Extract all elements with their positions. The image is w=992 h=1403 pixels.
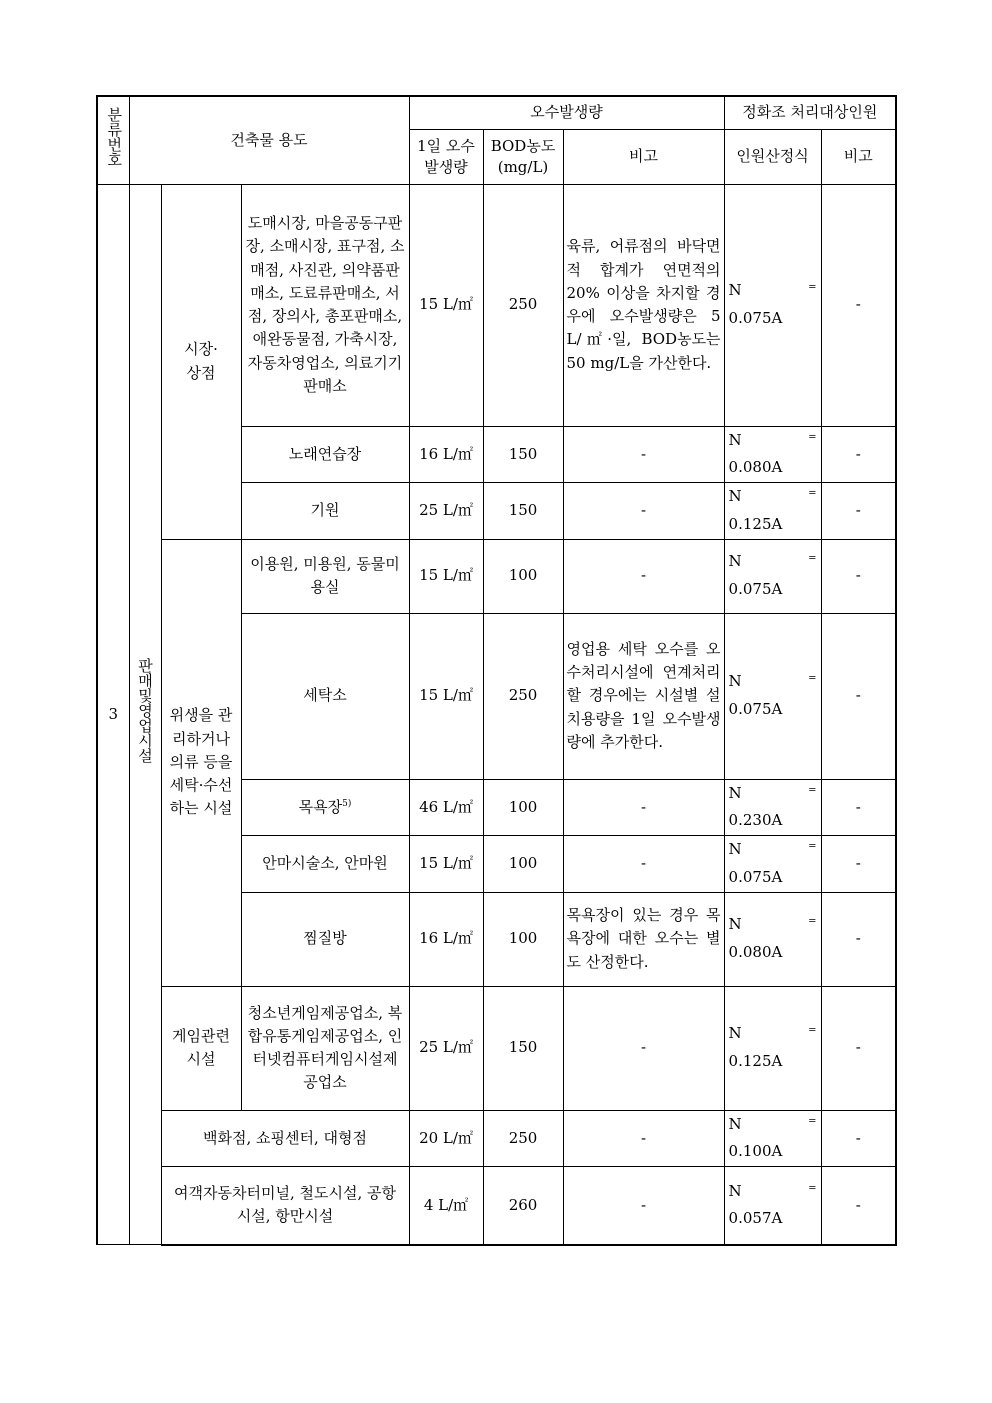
- formula-n: N: [728, 840, 742, 858]
- formula-n: N: [728, 487, 742, 505]
- category-name: [129, 184, 161, 1245]
- table-row: [97, 184, 896, 426]
- header-formula: 인원산정식: [724, 129, 821, 184]
- formula-eq: =: [808, 916, 817, 928]
- use-cell: 여객자동차터미널, 철도시설, 공항시설, 항만시설: [161, 1167, 409, 1245]
- header-septic-group: 정화조 처리대상인원: [724, 96, 896, 129]
- note-cell: 육류, 어류점의 바닥면적 합계가 연면적의 20% 이상을 차지할 경우에 오수발생량은 5 L/㎡·일, BOD농도는 50 mg/L을 가산한다.: [563, 184, 724, 426]
- category-name-text: 판매및영업시설: [136, 658, 154, 764]
- group-hygiene: 위생을 관리하거나 의류 등을 세탁·수선하는 시설: [161, 539, 241, 986]
- table-row: [97, 1110, 896, 1167]
- daily-cell: 25 L/㎡: [409, 483, 483, 540]
- formula-value: 0.080A: [728, 458, 783, 477]
- formula-cell: [724, 539, 821, 613]
- table-row: [97, 1167, 896, 1245]
- formula-cell: [724, 1167, 821, 1245]
- note-cell: 목욕장이 있는 경우 목욕장에 대한 오수는 별도 산정한다.: [563, 892, 724, 986]
- formula-cell: [724, 184, 821, 426]
- daily-cell: 15 L/㎡: [409, 539, 483, 613]
- use-cell: 기원: [241, 483, 409, 540]
- header-sewage-group: 오수발생량: [409, 96, 724, 129]
- note2-cell: -: [821, 986, 896, 1110]
- bod-cell: 260: [483, 1167, 563, 1245]
- group-market: [161, 184, 241, 539]
- use-cell: 찜질방: [241, 892, 409, 986]
- formula-eq: =: [808, 841, 817, 852]
- use-cell: 안마시술소, 안마원: [241, 836, 409, 893]
- formula-eq: =: [808, 1115, 817, 1127]
- formula-cell: [724, 483, 821, 540]
- formula-eq: =: [808, 553, 817, 565]
- note2-cell: -: [821, 426, 896, 483]
- footnote-marker: 5): [342, 798, 352, 809]
- use-cell: 백화점, 쇼핑센터, 대형점: [161, 1110, 409, 1167]
- bod-cell: 250: [483, 613, 563, 779]
- header-note: 비고: [563, 129, 724, 184]
- formula-cell: [724, 426, 821, 483]
- formula-value: 0.057A: [728, 1209, 783, 1228]
- table-row: [97, 539, 896, 613]
- use-cell: 청소년게임제공업소, 복합유통게임제공업소, 인터넷컴퓨터게임시설제공업소: [241, 986, 409, 1110]
- bod-cell: 100: [483, 836, 563, 893]
- note-cell: -: [563, 539, 724, 613]
- note2-cell: -: [821, 539, 896, 613]
- note-cell: -: [563, 836, 724, 893]
- note2-cell: -: [821, 184, 896, 426]
- bod-cell: 100: [483, 539, 563, 613]
- note2-cell: -: [821, 836, 896, 893]
- sewage-standard-table: [96, 95, 897, 1246]
- note2-cell: -: [821, 1167, 896, 1245]
- formula-eq: =: [808, 431, 817, 443]
- formula-cell: [724, 779, 821, 836]
- daily-cell: 15 L/㎡: [409, 613, 483, 779]
- formula-value: 0.125A: [728, 1052, 783, 1070]
- formula-eq: =: [808, 673, 817, 685]
- formula-value: 0.075A: [728, 309, 783, 327]
- formula-n: N: [728, 1024, 742, 1043]
- formula-n: N: [728, 1181, 742, 1200]
- formula-value: 0.080A: [728, 943, 783, 961]
- note-cell: -: [563, 483, 724, 540]
- use-cell: [241, 779, 409, 836]
- formula-cell: [724, 613, 821, 779]
- daily-cell: 16 L/㎡: [409, 426, 483, 483]
- formula-value: 0.100A: [728, 1142, 783, 1161]
- use-text: 목욕장: [298, 797, 343, 816]
- daily-cell: 4 L/㎡: [409, 1167, 483, 1245]
- note-cell: -: [563, 426, 724, 483]
- table-row: [97, 986, 896, 1110]
- daily-cell: 20 L/㎡: [409, 1110, 483, 1167]
- daily-cell: 15 L/㎡: [409, 184, 483, 426]
- header-category-no: [97, 96, 129, 184]
- category-number: 3: [97, 184, 129, 1245]
- note-cell: -: [563, 1110, 724, 1167]
- bod-cell: 250: [483, 184, 563, 426]
- formula-value: 0.075A: [728, 700, 783, 718]
- daily-cell: 46 L/㎡: [409, 779, 483, 836]
- header-row-1: [97, 96, 896, 129]
- formula-eq: =: [808, 784, 817, 796]
- header-daily: 1일 오수발생량: [409, 129, 483, 184]
- group-market-text: 시장·상점: [184, 340, 218, 382]
- daily-cell: 15 L/㎡: [409, 836, 483, 893]
- formula-eq: =: [808, 1025, 817, 1037]
- formula-value: 0.075A: [728, 580, 783, 598]
- formula-eq: =: [808, 488, 817, 499]
- bod-cell: 150: [483, 986, 563, 1110]
- daily-cell: 16 L/㎡: [409, 892, 483, 986]
- use-cell: 도매시장, 마을공동구판장, 소매시장, 표구점, 소매점, 사진관, 의약품판매소, 도료류판매소, 서점, 장의사, 총포판매소, 애완동물점, 가축시장, 자동차영업소, 의료기기판매소: [241, 184, 409, 426]
- header-bod: BOD농도(mg/L): [483, 129, 563, 184]
- bod-cell: 150: [483, 483, 563, 540]
- use-cell: 세탁소: [241, 613, 409, 779]
- note-cell: -: [563, 1167, 724, 1245]
- formula-n: N: [728, 915, 742, 934]
- formula-n: N: [728, 1114, 742, 1133]
- note2-cell: -: [821, 779, 896, 836]
- group-game: 게임관련 시설: [161, 986, 241, 1110]
- daily-cell: 25 L/㎡: [409, 986, 483, 1110]
- formula-value: 0.125A: [728, 514, 783, 533]
- note2-cell: -: [821, 483, 896, 540]
- formula-eq: =: [808, 282, 817, 294]
- formula-cell: [724, 986, 821, 1110]
- formula-n: N: [728, 672, 742, 691]
- bod-cell: 100: [483, 892, 563, 986]
- bod-cell: 100: [483, 779, 563, 836]
- formula-n: N: [728, 430, 742, 449]
- header-building-use: 건축물 용도: [129, 96, 409, 184]
- formula-n: N: [728, 281, 742, 300]
- note-cell: -: [563, 779, 724, 836]
- use-cell: 이용원, 미용원, 동물미용실: [241, 539, 409, 613]
- formula-cell: [724, 836, 821, 893]
- formula-eq: =: [808, 1182, 817, 1194]
- use-cell: 노래연습장: [241, 426, 409, 483]
- note2-cell: -: [821, 892, 896, 986]
- formula-n: N: [728, 783, 742, 802]
- note2-cell: -: [821, 1110, 896, 1167]
- header-category-no-text: 분류번호: [105, 106, 124, 167]
- formula-value: 0.230A: [728, 811, 783, 830]
- formula-cell: [724, 892, 821, 986]
- formula-value: 0.075A: [728, 867, 783, 886]
- formula-n: N: [728, 552, 742, 571]
- header-note2: 비고: [821, 129, 896, 184]
- bod-cell: 250: [483, 1110, 563, 1167]
- note-cell: 영업용 세탁 오수를 오수처리시설에 연계처리할 경우에는 시설별 설치용량을 1일 오수발생량에 추가한다.: [563, 613, 724, 779]
- formula-cell: [724, 1110, 821, 1167]
- bod-cell: 150: [483, 426, 563, 483]
- note-cell: -: [563, 986, 724, 1110]
- note2-cell: -: [821, 613, 896, 779]
